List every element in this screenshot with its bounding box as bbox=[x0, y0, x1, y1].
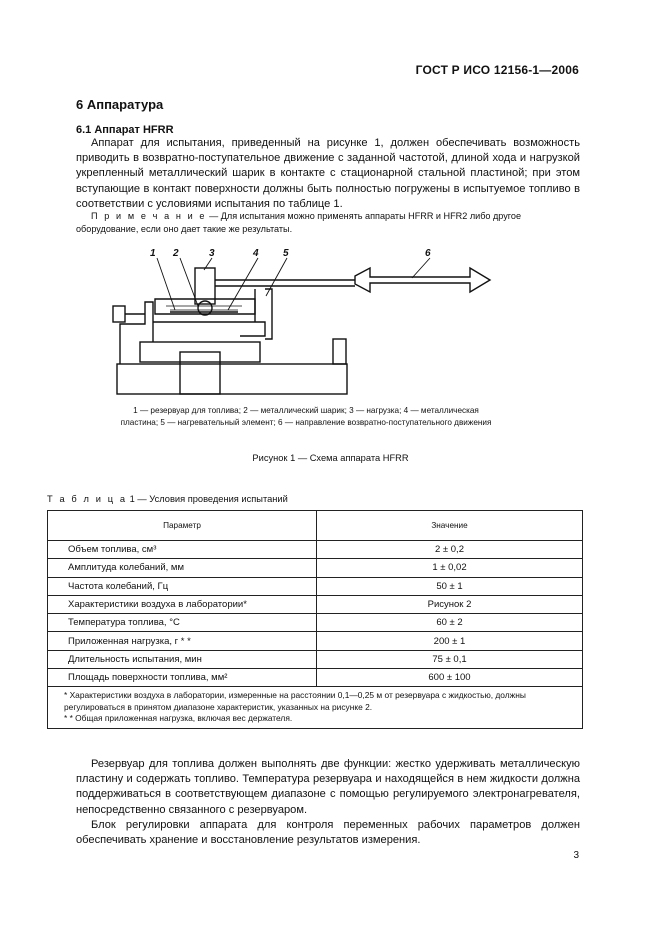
table-cell-parameter: Приложенная нагрузка, г * * bbox=[48, 632, 317, 650]
table-cell-value: 1 ± 0,02 bbox=[317, 559, 583, 577]
diagram-motion-arrow bbox=[355, 268, 490, 292]
document-code: ГОСТ Р ИСО 12156-1—2006 bbox=[415, 63, 579, 77]
diagram-right-post bbox=[333, 339, 346, 364]
table-cell-parameter: Объем топлива, см³ bbox=[48, 541, 317, 559]
figure-title: Рисунок 1 — Схема аппарата HFRR bbox=[252, 453, 409, 463]
diagram-label-4: 4 bbox=[253, 248, 259, 259]
paragraph-reservoir-text: Резервуар для топлива должен выполнять две функции: жестко удерживать металлическую пластину и содержать топливо. Температура резервуара и находящейся в нем жидкости должна поддерживаться в соответствующем диапазоне с помощью регулируемого электронагревателя, непосредственно связанного с резервуаром. bbox=[76, 758, 580, 816]
table-cell-parameter: Длительность испытания, мин bbox=[48, 650, 317, 668]
leader-4 bbox=[228, 258, 258, 310]
paragraph-control-text: Блок регулировки аппарата для контроля переменных рабочих параметров должен обеспечивать хранение и восстановление результатов измерения. bbox=[76, 819, 580, 847]
diagram-label-6: 6 bbox=[425, 248, 431, 259]
table-row bbox=[48, 614, 583, 632]
table-row bbox=[48, 559, 583, 577]
table-cell-value: 75 ± 0,1 bbox=[317, 650, 583, 668]
table-row bbox=[48, 669, 583, 687]
table-cell-value: 60 ± 2 bbox=[317, 614, 583, 632]
table-row bbox=[48, 577, 583, 595]
table-row bbox=[48, 541, 583, 559]
table-label: Т а б л и ц а bbox=[47, 494, 128, 504]
figure-caption: 1 — резервуар для топлива; 2 — металлический шарик; 3 — нагрузка; 4 — металлическая пластина; 5 — нагревательный элемент; 6 — направление возвратно-поступательного движения bbox=[120, 406, 492, 427]
diagram-right-wall bbox=[255, 289, 272, 339]
leader-1 bbox=[157, 258, 175, 310]
table-header-value: Значение bbox=[317, 511, 583, 541]
table-footnote-1: * Характеристики воздуха в лаборатории, измеренные на расстоянии 0,1—0,25 м от резервуара с жидкостью, должны регулироваться в принятом диапазоне характеристик, указанных на рисунке 2. bbox=[64, 690, 526, 712]
leader-6 bbox=[412, 258, 430, 278]
subsection-title: 6.1 Аппарат HFRR bbox=[76, 124, 174, 136]
table-header-parameter: Параметр bbox=[48, 511, 317, 541]
note-label: П р и м е ч а н и е bbox=[91, 211, 207, 221]
table-row bbox=[48, 632, 583, 650]
table-cell-value: 200 ± 1 bbox=[317, 632, 583, 650]
diagram-label-3: 3 bbox=[209, 248, 215, 259]
table-title-text: 1 — Условия проведения испытаний bbox=[127, 494, 288, 504]
diagram-screw-knob bbox=[113, 306, 125, 322]
table-title bbox=[47, 494, 288, 504]
paragraph-reservoir bbox=[76, 757, 580, 818]
test-conditions-table bbox=[47, 510, 583, 729]
apparatus-diagram bbox=[100, 244, 500, 399]
diagram-base bbox=[117, 364, 347, 394]
table-cell-parameter: Амплитуда колебаний, мм bbox=[48, 559, 317, 577]
leader-5 bbox=[266, 258, 287, 296]
table-cell-parameter: Частота колебаний, Гц bbox=[48, 577, 317, 595]
section-title: 6 Аппаратура bbox=[76, 97, 164, 112]
diagram-label-2: 2 bbox=[173, 248, 179, 259]
table-cell-value: Рисунок 2 bbox=[317, 595, 583, 613]
note bbox=[76, 210, 580, 235]
table-cell-parameter: Характеристики воздуха в лаборатории* bbox=[48, 595, 317, 613]
table-row bbox=[48, 595, 583, 613]
note-text: — Для испытания можно применять аппараты HFRR и HFR2 либо другое оборудование, если оно дает такие же результаты. bbox=[76, 211, 522, 234]
table-cell-parameter: Температура топлива, °С bbox=[48, 614, 317, 632]
diagram-ball bbox=[198, 301, 212, 315]
diagram-heater-block bbox=[180, 352, 220, 394]
table-cell-parameter: Площадь поверхности топлива, мм² bbox=[48, 669, 317, 687]
intro-paragraph-text: Аппарат для испытания, приведенный на рисунке 1, должен обеспечивать возможность приводить в возвратно-поступательное движение с заданной частотой, длиной хода и нагрузкой укрепленный металлический шарик в контакте с стационарной стальной пластиной; при этом вступающие в контакт поверхности должны быть полностью погружены в испытуемое топливо в соответствии с условиями испытания по таблице 1. bbox=[76, 137, 580, 210]
table-cell-value: 50 ± 1 bbox=[317, 577, 583, 595]
diagram-arm bbox=[215, 280, 355, 286]
table-row bbox=[48, 650, 583, 668]
table-footnotes bbox=[48, 687, 583, 729]
intro-paragraph bbox=[76, 136, 580, 212]
table-footnote-2: * * Общая приложенная нагрузка, включая вес держателя. bbox=[64, 713, 293, 724]
table-cell-value: 2 ± 0,2 bbox=[317, 541, 583, 559]
paragraph-control bbox=[76, 818, 580, 848]
diagram-label-5: 5 bbox=[283, 248, 289, 259]
table-cell-value: 600 ± 100 bbox=[317, 669, 583, 687]
page-number: 3 bbox=[573, 850, 579, 861]
diagram-label-1: 1 bbox=[150, 248, 156, 259]
